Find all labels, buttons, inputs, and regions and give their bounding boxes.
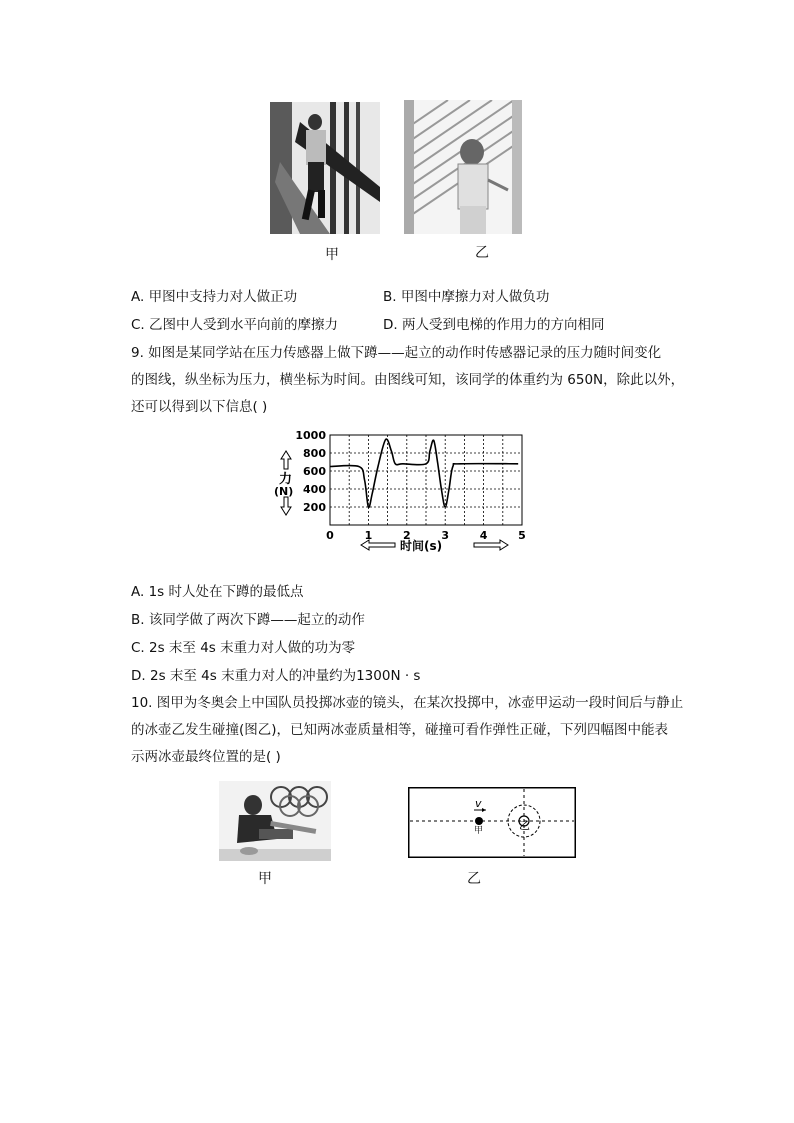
stairs-escalator-photo-yi [404, 100, 522, 234]
q10-stem-line-3: 示两冰壶最终位置的是( ) [131, 749, 281, 765]
x-axis-left-arrow [361, 540, 395, 550]
y-axis-label-group [274, 451, 293, 515]
stone-jia [475, 817, 483, 825]
force-time-chart [270, 425, 540, 560]
x-tick-label: 2 [402, 529, 411, 542]
y-tick-label: 1000 [295, 429, 326, 442]
q8-option-c: C. 乙图中人受到水平向前的摩擦力 [131, 317, 339, 333]
q9-option-b: B. 该同学做了两次下蹲——起立的动作 [131, 612, 365, 628]
force-curve [330, 439, 518, 507]
x-tick-label: 3 [441, 529, 450, 542]
q9-option-c: C. 2s 末至 4s 末重力对人做的功为零 [131, 640, 356, 656]
y-axis-label-li: 力 [279, 472, 293, 487]
chart-grid [330, 435, 522, 525]
q9-stem-line-2: 的图线，纵坐标为压力，横坐标为时间。由图线可知，该同学的体重约为 650N，除此以外， [131, 372, 685, 388]
q9-option-a: A. 1s 时人处在下蹲的最低点 [131, 584, 304, 600]
x-tick-label: 5 [518, 529, 526, 542]
escalator-photo-jia [270, 102, 380, 234]
x-axis-label: 时间(s) [400, 539, 443, 553]
figure-label-yi-q10: 乙 [467, 871, 481, 887]
q9-stem-line-1: 9. 如图是某同学站在压力传感器上做下蹲——起立的动作时传感器记录的压力随时间变化 [131, 345, 662, 361]
y-axis-double-arrow-bottom [281, 497, 291, 515]
y-axis-double-arrow [281, 451, 291, 469]
y-tick-label: 600 [303, 465, 326, 478]
q8-option-b: B. 甲图中摩擦力对人做负功 [383, 289, 550, 305]
curling-athlete-photo [219, 781, 331, 861]
x-tick-label: 1 [364, 529, 373, 542]
figure-label-yi: 乙 [475, 245, 489, 261]
figure-label-jia-q10: 甲 [258, 871, 272, 887]
q8-option-a: A. 甲图中支持力对人做正功 [131, 289, 298, 305]
x-tick-label: 0 [326, 529, 334, 542]
q10-stem-line-1: 10. 图甲为冬奥会上中国队员投掷冰壶的镜头，在某次投掷中，冰壶甲运动一段时间后与静止 [131, 695, 684, 711]
stone-yi-label: 乙 [519, 819, 530, 832]
y-tick-label: 400 [303, 483, 326, 496]
y-tick-label: 200 [303, 501, 326, 514]
y-tick-label: 800 [303, 447, 326, 460]
q9-stem-line-3: 还可以得到以下信息( ) [131, 399, 268, 415]
q8-option-d: D. 两人受到电梯的作用力的方向相同 [383, 317, 605, 333]
y-axis-label-unit: (N) [274, 485, 294, 498]
chart-y-ticks [295, 429, 326, 514]
x-tick-label: 4 [479, 529, 488, 542]
q10-stem-line-2: 的冰壶乙发生碰撞(图乙)，已知两冰壶质量相等，碰撞可看作弹性正碰，下列四幅图中能表 [131, 722, 669, 738]
q9-option-d: D. 2s 末至 4s 末重力对人的冲量约为1300N · s [131, 668, 421, 684]
stone-jia-label: 甲 [474, 826, 484, 836]
curling-collision-diagram [408, 787, 576, 858]
figure-label-jia: 甲 [325, 247, 339, 263]
velocity-label: v [475, 797, 482, 810]
